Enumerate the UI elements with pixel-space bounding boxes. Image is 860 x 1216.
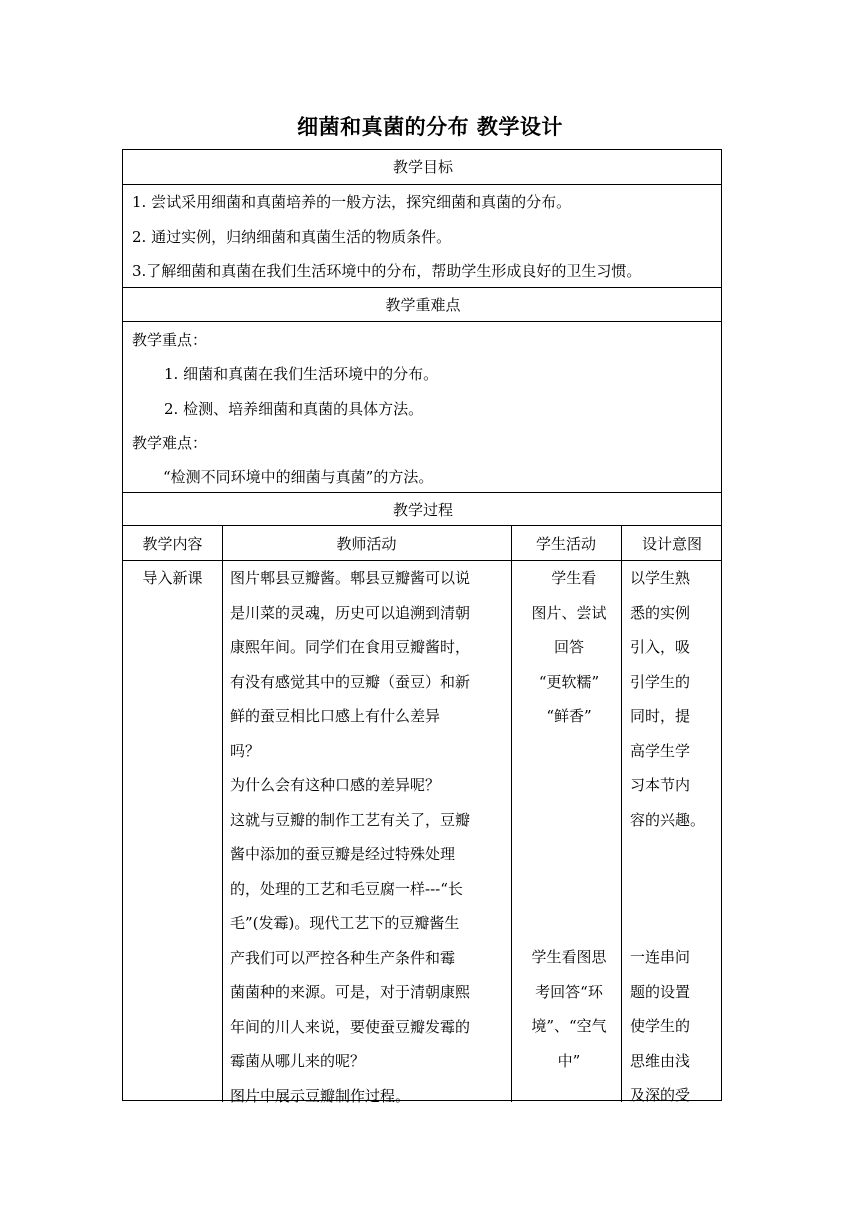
design-intent	[630, 561, 722, 837]
student-activity-line: “鲜香”	[546, 707, 592, 725]
student-activity-line: 中”	[557, 1051, 581, 1070]
column-header-intent: 设计意图	[641, 535, 702, 553]
goals-heading: 教学目标	[392, 158, 453, 176]
teacher-activity-line: 的，处理的工艺和毛豆腐一样---“长	[230, 879, 463, 898]
design-intent-line: 悉的实例	[630, 603, 691, 622]
teacher-activity-line: 这就与豆瓣的制作工艺有关了，豆瓣	[230, 810, 471, 829]
difficulty-label: 教学难点：	[132, 434, 208, 452]
key-points-heading: 教学重难点	[385, 296, 461, 314]
design-intent	[630, 940, 722, 1113]
design-intent-line: 使学生的	[630, 1017, 691, 1035]
row-content-label: 导入新课	[142, 569, 203, 587]
teacher-activity	[230, 561, 510, 1113]
column-divider	[222, 525, 223, 1102]
teacher-activity-line: 康熙年间。同学们在食用豆瓣酱时，	[230, 638, 471, 656]
column-divider	[511, 525, 512, 1102]
teacher-activity-line: 吗？	[230, 741, 261, 760]
goal-item-2: 2. 通过实例，归纳细菌和真菌生活的物质条件。	[132, 228, 452, 246]
design-intent-line: 容的兴趣。	[630, 810, 706, 829]
column-header-student: 学生活动	[535, 535, 596, 553]
goal-item-3: 3.了解细菌和真菌在我们生活环境中的分布，帮助学生形成良好的卫生习惯。	[132, 262, 642, 280]
teacher-activity-line: 霉菌从哪儿来的呢？	[230, 1052, 366, 1070]
design-intent-line: 思维由浅	[630, 1051, 691, 1070]
design-intent-line: 以学生熟	[630, 569, 691, 587]
design-intent-line: 引学生的	[630, 672, 691, 691]
teacher-activity-line: 为什么会有这种口感的差异呢？	[230, 776, 441, 794]
design-intent-line: 高学生学	[630, 741, 691, 760]
lesson-plan-table	[122, 149, 722, 1105]
divider	[123, 184, 721, 185]
teacher-activity-line: 酱中添加的蚕豆瓣是经过特殊处理	[230, 845, 456, 863]
divider	[123, 492, 721, 493]
teacher-activity-line: 产我们可以严控各种生产条件和霉	[230, 948, 456, 967]
focus-item-2: 2. 检测、培养细菌和真菌的具体方法。	[164, 400, 424, 418]
page-title: 细菌和真菌的分布 教学设计	[297, 115, 563, 139]
focus-label: 教学重点：	[132, 331, 208, 349]
student-activity-line: 考回答“环	[535, 982, 603, 1001]
column-divider	[621, 525, 622, 1102]
student-activity-line: “更软糯”	[538, 672, 600, 691]
focus-item-1: 1. 细菌和真菌在我们生活环境中的分布。	[164, 365, 439, 383]
design-intent-line: 习本节内	[630, 776, 691, 794]
teacher-activity-line: 年间的川人来说，要使蚕豆瓣发霉的	[230, 1017, 471, 1036]
design-intent-line: 及深的受	[630, 1086, 691, 1104]
student-activity-line: 学生看图思	[531, 948, 607, 966]
teacher-activity-line: 毛”(发霉)。现代工艺下的豆瓣酱生	[230, 914, 460, 932]
student-activity-line: 图片、尝试	[531, 603, 607, 622]
column-header-teacher: 教师活动	[336, 535, 397, 553]
teacher-activity-line: 有没有感觉其中的豆瓣（蚕豆）和新	[230, 672, 471, 691]
student-activity	[519, 561, 619, 734]
divider	[123, 321, 721, 322]
student-activity-line: 境”、“空气	[531, 1017, 607, 1035]
design-intent-line: 引入，吸	[630, 638, 691, 656]
teacher-activity-line: 是川菜的灵魂，历史可以追溯到清朝	[230, 603, 471, 622]
student-activity-line: 学生看	[541, 569, 597, 587]
student-activity-line: 回答	[553, 638, 584, 656]
design-intent-line: 一连串问	[630, 948, 691, 966]
teacher-activity-line: 鲜的蚕豆相比口感上有什么差异	[230, 707, 441, 725]
teacher-activity-line: 菌菌种的来源。可是，对于清朝康熙	[230, 983, 471, 1001]
divider	[123, 287, 721, 288]
column-header-content: 教学内容	[142, 535, 203, 553]
teacher-activity-line: 图片郫县豆瓣酱。郫县豆瓣酱可以说	[230, 569, 471, 587]
divider	[123, 525, 721, 526]
process-heading: 教学过程	[392, 501, 453, 519]
design-intent-line: 题的设置	[630, 982, 691, 1001]
student-activity	[519, 940, 619, 1078]
design-intent-line: 同时，提	[630, 707, 691, 725]
teacher-activity-line: 图片中展示豆瓣制作过程。	[230, 1086, 411, 1105]
difficulty-item: “检测不同环境中的细菌与真菌”的方法。	[163, 468, 434, 486]
goal-item-1: 1. 尝试采用细菌和真菌培养的一般方法，探究细菌和真菌的分布。	[132, 193, 572, 211]
